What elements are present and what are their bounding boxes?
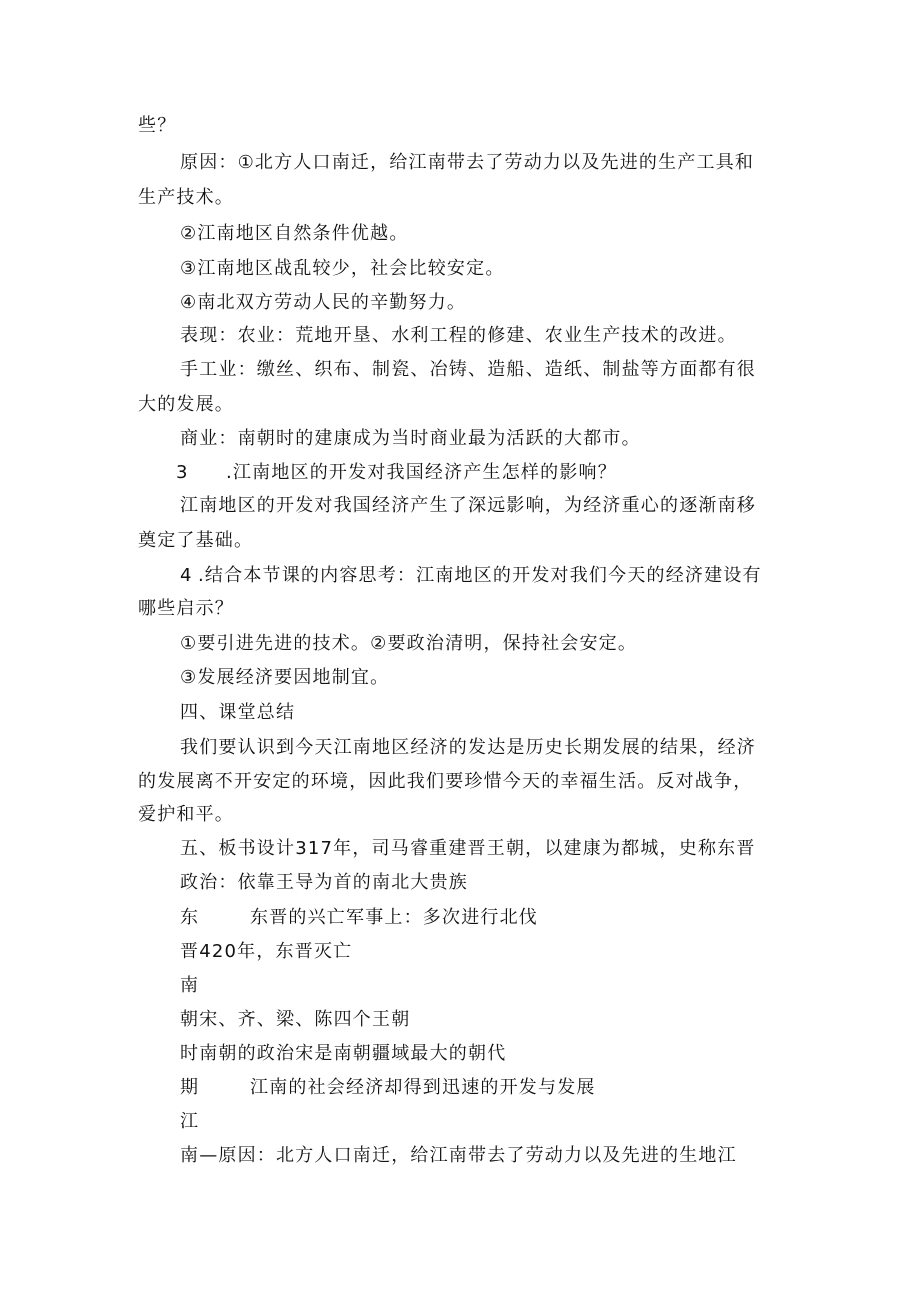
text-line: 江南的社会经济却得到迅速的开发与发展	[250, 1077, 596, 1098]
question-number: 4	[180, 565, 192, 586]
text-line: ②江南地区自然条件优越。	[180, 223, 409, 244]
text-line: 江	[180, 1111, 200, 1132]
text-line: 晋420年，东晋灭亡	[180, 941, 353, 962]
question-number: 3	[176, 462, 188, 483]
text-line: 期	[180, 1077, 200, 1098]
text-line: ④南北双方劳动人民的辛勤努力。	[180, 292, 467, 313]
text-line: 手工业：缴丝、织布、制瓷、冶铸、造船、造纸、制盐等方面都有很	[180, 359, 756, 380]
text-line: 爱护和平。	[138, 804, 234, 825]
text-line: 的发展离不开安定的环境，因此我们要珍惜今天的幸福生活。反对战争，	[138, 771, 753, 792]
text-line: 东晋的兴亡军事上：多次进行北伐	[250, 907, 538, 928]
text-line: ③发展经济要因地制宜。	[180, 667, 390, 688]
text-line: 我们要认识到今天江南地区经济的发达是历史长期发展的结果，经济	[180, 737, 756, 758]
text-line: 哪些启示？	[138, 598, 234, 619]
text-line: 大的发展。	[138, 394, 234, 415]
question-text: .结合本节课的内容思考：江南地区的开发对我们今天的经济建设有	[198, 565, 762, 586]
section-heading: 五、板书设计317年，司马睿重建晋王朝，以建康为都城，史称东晋	[180, 838, 756, 859]
text-line: 东	[180, 907, 200, 928]
text-line: 朝宋、齐、梁、陈四个王朝	[180, 1009, 411, 1030]
section-heading: 四、课堂总结	[180, 702, 296, 723]
text-line: ③江南地区战乱较少，社会比较安定。	[180, 258, 505, 279]
text-line: 表现：农业：荒地开垦、水利工程的修建、农业生产技术的改进。	[180, 325, 737, 346]
text-line: 些？	[138, 115, 177, 136]
text-line: 原因：①北方人口南迁，给江南带去了劳动力以及先进的生产工具和	[180, 152, 755, 173]
text-line: 南—原因：北方人口南迁，给江南带去了劳动力以及先进的生地江	[180, 1145, 737, 1166]
question-text: .江南地区的开发对我国经济产生怎样的影响？	[226, 462, 617, 483]
text-line: 商业：南朝时的建康成为当时商业最为活跃的大都市。	[180, 428, 641, 449]
text-line: 政治：依靠王导为首的南北大贵族	[180, 872, 468, 893]
text-line: 江南地区的开发对我国经济产生了深远影响，为经济重心的逐渐南移	[180, 495, 756, 516]
text-line: 生产技术。	[138, 187, 234, 208]
text-line: ①要引进先进的技术。②要政治清明，保持社会安定。	[180, 633, 638, 654]
text-line: 时南朝的政治宋是南朝疆域最大的朝代	[180, 1043, 507, 1064]
text-line: 奠定了基础。	[138, 530, 254, 551]
text-line: 南	[180, 975, 200, 996]
